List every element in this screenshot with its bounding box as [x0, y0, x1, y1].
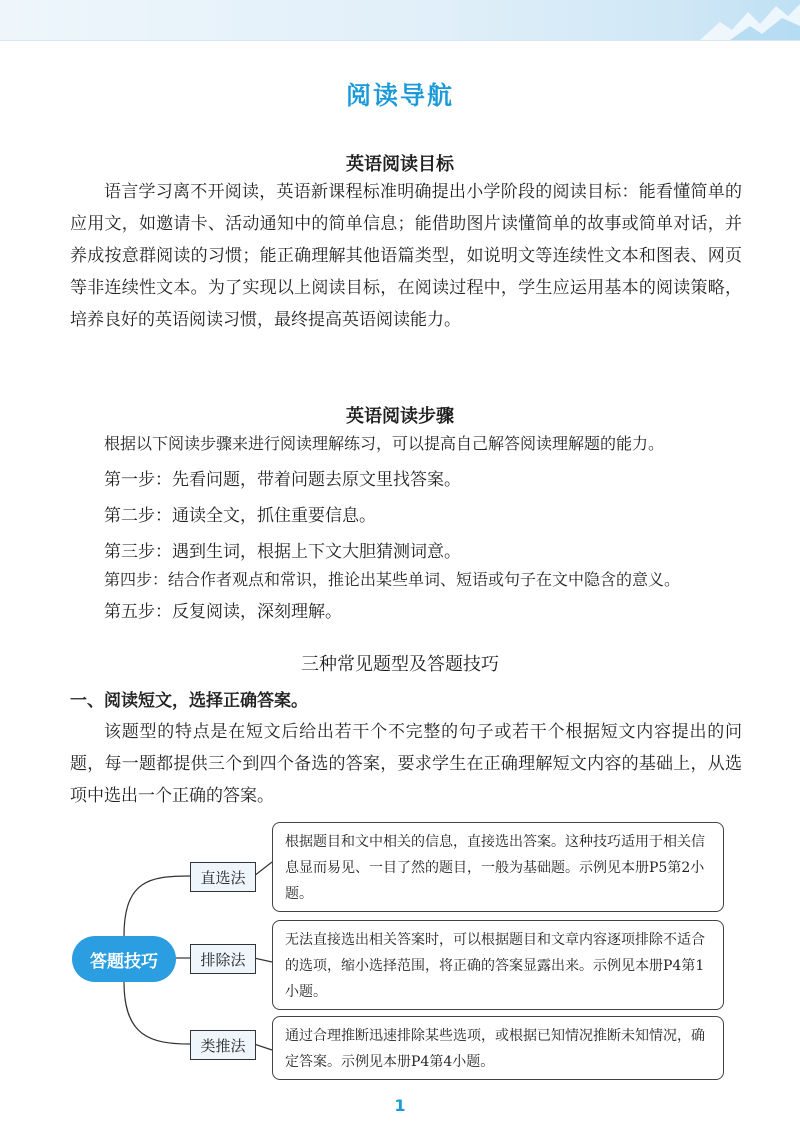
page-number: 1 — [394, 1096, 406, 1115]
step-item: 第一步：先看问题，带着问题去原文里找答案。 — [104, 470, 461, 490]
goals-heading: 英语阅读目标 — [346, 154, 454, 175]
step-item: 第三步：遇到生词，根据上下文大胆猜测词意。 — [104, 542, 461, 562]
method-eliminate-desc: 无法直接选出相关答案时，可以根据题目和文章内容逐项排除不适合的选项，缩小选择范围，将正确的答案显露出来。示例见本册P4第1小题。 — [272, 920, 724, 1010]
step-item: 第五步：反复阅读，深刻理解。 — [104, 602, 342, 622]
page-title: 阅读导航 — [345, 81, 454, 110]
steps-heading: 英语阅读步骤 — [346, 406, 454, 427]
step-item: 第二步：通读全文，抓住重要信息。 — [104, 506, 376, 526]
method-infer-desc: 通过合理推断迅速排除某些选项，或根据已知情况推断未知情况，确定答案。示例见本册P4第4小题。 — [272, 1016, 724, 1080]
step-item: 第四步：结合作者观点和常识，推论出某些单词、短语或句子在文中隐含的意义。 — [104, 570, 681, 589]
types-heading: 三种常见题型及答题技巧 — [301, 654, 499, 675]
method-direct-label: 直选法 — [190, 862, 256, 892]
mindmap-center: 答题技巧 — [72, 936, 176, 982]
method-direct-desc: 根据题目和文中相关的信息，直接选出答案。这种技巧适用于相关信息显而易见、一目了然的题目，一般为基础题。示例见本册P5第2小题。 — [272, 822, 724, 912]
method-infer-label: 类推法 — [190, 1030, 256, 1060]
types-subheading: 一、阅读短文，选择正确答案。 — [70, 691, 308, 711]
goals-paragraph: 语言学习离不开阅读，英语新课程标准明确提出小学阶段的阅读目标：能看懂简单的应用文，如邀请卡、活动通知中的简单信息；能借助图片读懂简单的故事或简单对话，并养成按意群阅读的习惯；能正确理解其他语篇类型，如说明文等连续性文本和图表、网页等非连续性文本。为了实现以上阅读目标，在阅读过程中，学生应运用基本的阅读策略，培养良好的英语阅读习惯，最终提高英语阅读能力。 — [70, 182, 742, 330]
method-eliminate-label: 排除法 — [190, 944, 256, 974]
types-paragraph: 该题型的特点是在短文后给出若干个不完整的句子或若干个根据短文内容提出的问题，每一题都提供三个到四个备选的答案，要求学生在正确理解短文内容的基础上，从选项中选出一个正确的答案。 — [70, 722, 742, 806]
steps-intro: 根据以下阅读步骤来进行阅读理解练习，可以提高自己解答阅读理解题的能力。 — [104, 434, 665, 453]
